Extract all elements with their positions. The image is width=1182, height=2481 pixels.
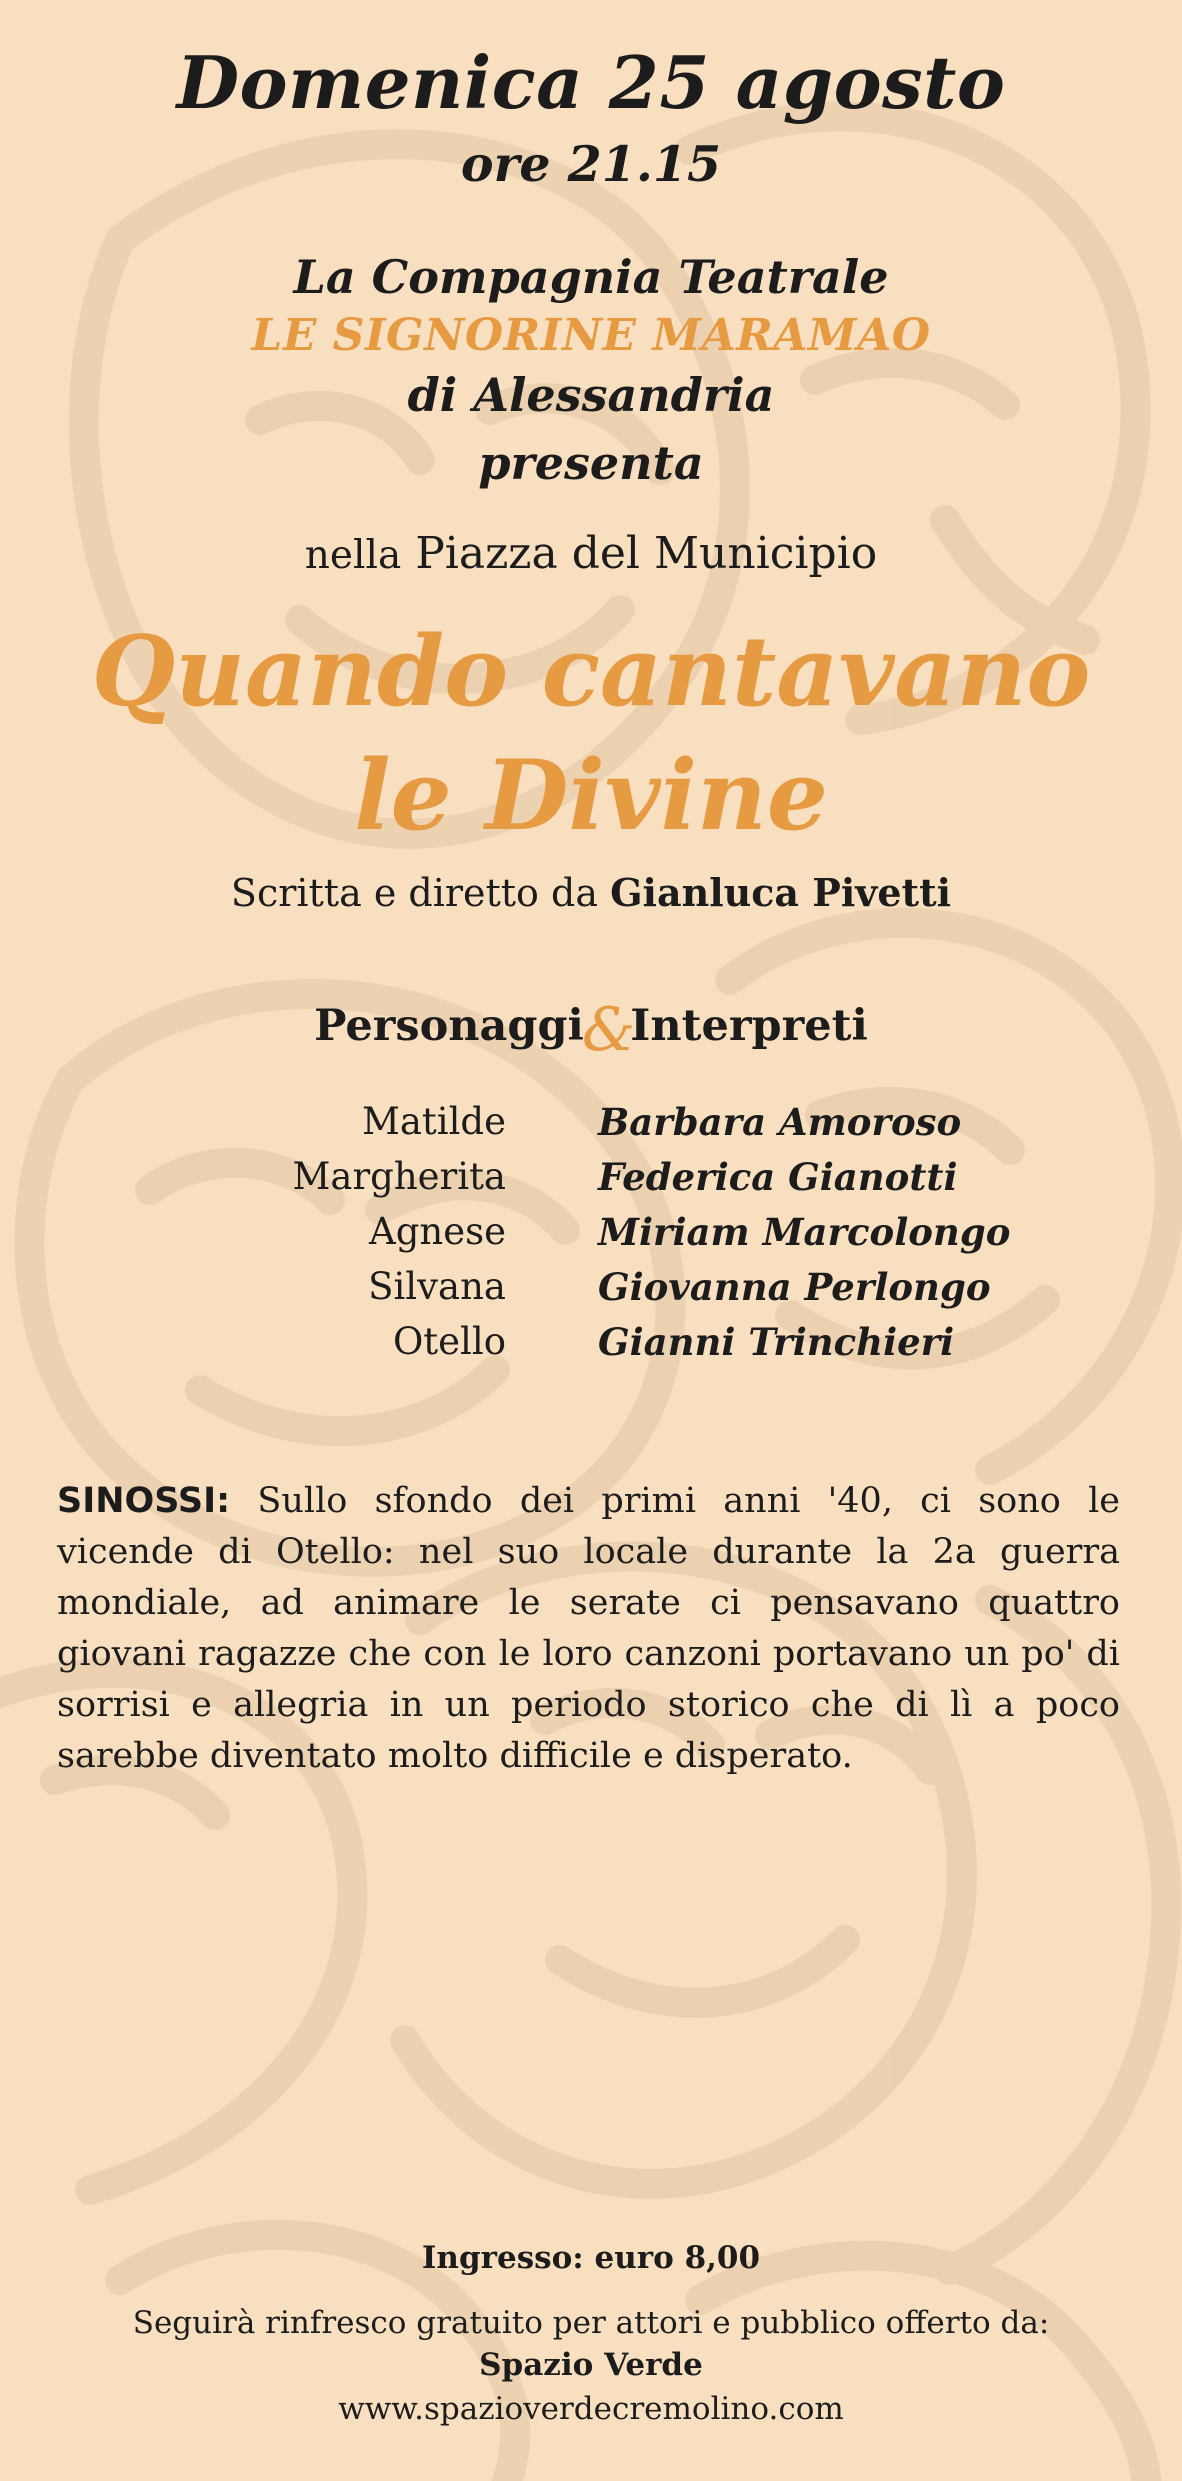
- company-name: LE SIGNORINE MARAMAO: [251, 310, 931, 361]
- refreshment-note: Seguirà rinfresco gratuito per attori e pubblico offerto da:: [132, 2305, 1050, 2341]
- event-time: ore 21.15: [460, 135, 722, 193]
- character-name: Margherita: [292, 1155, 506, 1198]
- presents-label: presenta: [478, 436, 704, 490]
- actor-name: Gianni Trinchieri: [598, 1320, 955, 1364]
- cast-row: [0, 1265, 1182, 1320]
- actor-name: Miriam Marcolongo: [598, 1210, 1011, 1254]
- cast-header-performers: Interpreti: [630, 1001, 868, 1051]
- actor-name: Federica Gianotti: [598, 1155, 958, 1199]
- cast-row: [0, 1100, 1182, 1155]
- sponsor-website: www.spazioverdecremolino.com: [338, 2391, 844, 2427]
- actor-name: Barbara Amoroso: [598, 1100, 962, 1144]
- cast-row: [0, 1155, 1182, 1210]
- character-name: Otello: [392, 1320, 506, 1363]
- synopsis-paragraph: [57, 1476, 1120, 1782]
- cast-row: [0, 1210, 1182, 1265]
- author-name: Gianluca Pivetti: [610, 870, 952, 915]
- character-name: Agnese: [368, 1210, 506, 1253]
- actor-name: Giovanna Perlongo: [598, 1265, 991, 1309]
- ampersand-ornament: &: [581, 995, 636, 1065]
- event-date: Domenica 25 agosto: [176, 40, 1006, 125]
- venue-name: Piazza del Municipio: [415, 528, 878, 579]
- sponsor-name: Spazio Verde: [479, 2347, 703, 2383]
- ticket-price: Ingresso: euro 8,00: [421, 2240, 761, 2276]
- venue-prefix: nella: [304, 533, 402, 578]
- synopsis-text: Sullo sfondo dei primi anni '40, ci sono le vicende di Otello: nel suo locale durante la 2a guerra mondiale, ad animare le serate ci pensavano quattro giovani ragazze che con le loro canzoni portavano un po' di sorrisi e allegria in un periodo storico che di lì a poco sarebbe diventato molto difficile e disperato.: [57, 1481, 1120, 1776]
- company-intro: La Compagnia Teatrale: [293, 250, 889, 304]
- character-name: Matilde: [361, 1100, 506, 1143]
- company-city: di Alessandria: [407, 368, 775, 422]
- show-title: [0, 610, 1182, 858]
- show-title-line-2: le Divine: [354, 739, 828, 852]
- cast-list: [0, 1100, 1182, 1375]
- synopsis-label: SINOSSI:: [57, 1481, 231, 1521]
- venue-line: [0, 528, 1182, 579]
- character-name: Silvana: [368, 1265, 506, 1308]
- author-prefix: Scritta e diretto da: [230, 871, 598, 915]
- show-title-line-1: Quando cantavano: [91, 615, 1091, 728]
- cast-row: [0, 1320, 1182, 1375]
- author-credit: [0, 870, 1182, 915]
- cast-header: [0, 985, 1182, 1065]
- cast-header-characters: Personaggi: [314, 1001, 584, 1051]
